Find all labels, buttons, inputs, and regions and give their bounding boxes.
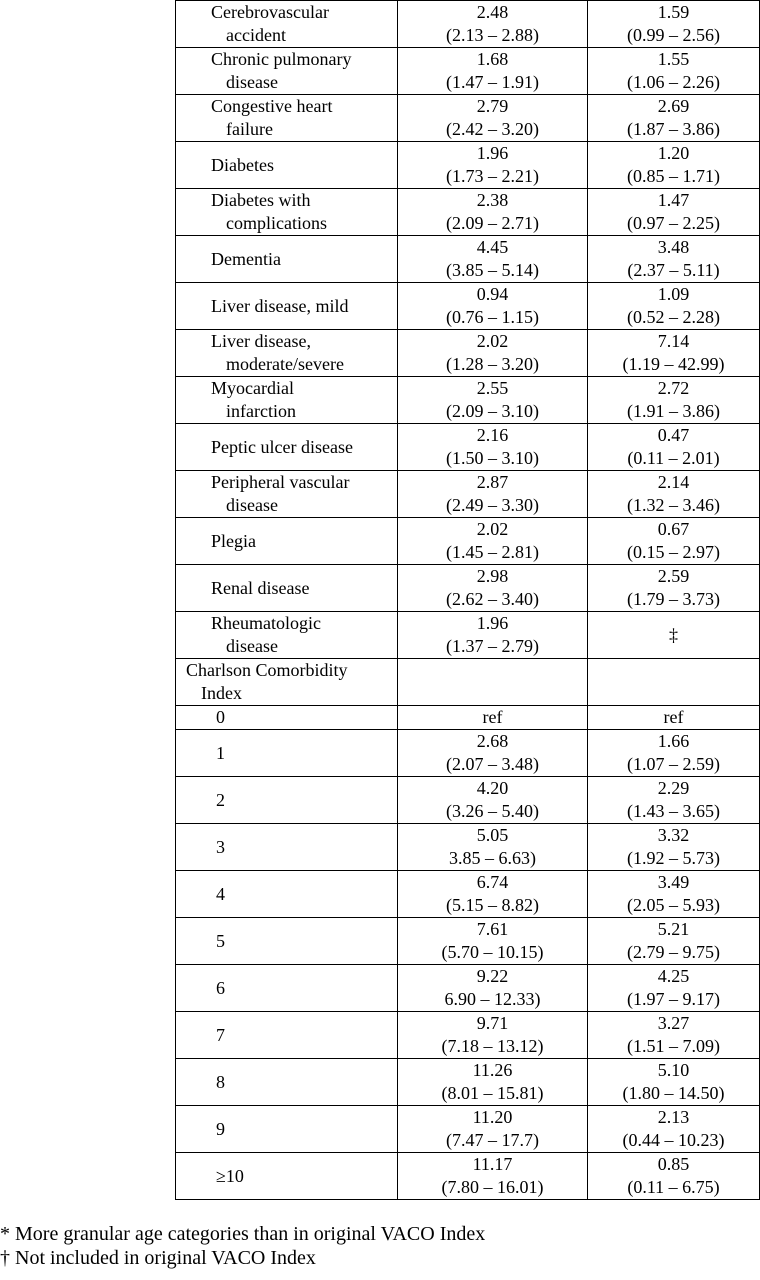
- row-label: [176, 730, 398, 777]
- table-row: [176, 330, 760, 377]
- confidence-interval: (1.43 – 3.65): [627, 801, 720, 821]
- estimate: 11.17: [472, 1154, 513, 1174]
- row-label: [176, 283, 398, 330]
- confidence-interval: (1.97 – 9.17): [627, 989, 720, 1009]
- row-label: [176, 48, 398, 95]
- confidence-interval: (2.13 – 2.88): [446, 25, 539, 45]
- row-label-line: 4: [216, 883, 225, 904]
- value-cell-col2: [588, 471, 760, 518]
- value-cell-col1: [398, 824, 588, 871]
- row-label-line: disease: [226, 495, 278, 515]
- confidence-interval: (0.85 – 1.71): [627, 166, 720, 186]
- estimate: 0.67: [657, 519, 690, 539]
- table-row: [176, 777, 760, 824]
- confidence-interval: (1.47 – 1.91): [446, 72, 539, 92]
- estimate: 0.94: [476, 284, 509, 304]
- estimate: 3.32: [657, 825, 690, 845]
- row-label: [176, 777, 398, 824]
- confidence-interval: (1.07 – 2.59): [627, 754, 720, 774]
- confidence-interval: (0.52 – 2.28): [627, 307, 720, 327]
- value-cell-col2: [588, 189, 760, 236]
- confidence-interval: (1.37 – 2.79): [446, 636, 539, 656]
- confidence-interval: (1.45 – 2.81): [446, 542, 539, 562]
- value-cell-col1: [398, 518, 588, 565]
- table-row: [176, 1012, 760, 1059]
- table-row: [176, 518, 760, 565]
- row-label-line: 2: [216, 789, 225, 810]
- estimate: 0.85: [657, 1154, 690, 1174]
- row-label-line: 0: [216, 707, 225, 727]
- odds-ratio-table: [175, 0, 760, 1200]
- table-row: [176, 1153, 760, 1200]
- row-label-line: 7: [216, 1024, 225, 1045]
- confidence-interval: (7.80 – 16.01): [441, 1177, 544, 1197]
- value-cell-col1: [398, 612, 588, 659]
- confidence-interval: (1.73 – 2.21): [446, 166, 539, 186]
- estimate: 7.14: [657, 331, 690, 351]
- confidence-interval: (2.42 – 3.20): [446, 119, 539, 139]
- row-label: [176, 95, 398, 142]
- estimate: 7.61: [476, 919, 509, 939]
- estimate: 2.68: [476, 731, 509, 751]
- table-row: [176, 1059, 760, 1106]
- estimate: 2.29: [657, 778, 690, 798]
- estimate: ‡: [669, 624, 678, 645]
- row-label: [176, 424, 398, 471]
- value-cell-col1: [398, 236, 588, 283]
- row-label: [176, 1153, 398, 1200]
- confidence-interval: (1.80 – 14.50): [622, 1083, 725, 1103]
- confidence-interval: (5.70 – 10.15): [441, 942, 544, 962]
- confidence-interval: (2.62 – 3.40): [446, 589, 539, 609]
- value-cell-col2: [588, 612, 760, 659]
- row-label-line: 9: [216, 1118, 225, 1139]
- value-cell-col1: [398, 871, 588, 918]
- row-label-line: Dementia: [211, 248, 281, 269]
- estimate: 2.14: [657, 472, 690, 492]
- estimate: 1.96: [476, 143, 509, 163]
- value-cell-col2: [588, 824, 760, 871]
- value-cell-col2: [588, 1106, 760, 1153]
- row-label: [176, 518, 398, 565]
- table-row: [176, 1, 760, 48]
- confidence-interval: (0.15 – 2.97): [627, 542, 720, 562]
- estimate: 4.25: [657, 966, 690, 986]
- value-cell-col1: [398, 965, 588, 1012]
- confidence-interval: (1.87 – 3.86): [627, 119, 720, 139]
- confidence-interval: (1.19 – 42.99): [622, 354, 725, 374]
- estimate: 11.26: [472, 1060, 513, 1080]
- row-label-line: accident: [226, 25, 286, 45]
- table-row: [176, 659, 760, 706]
- confidence-interval: (1.79 – 3.73): [627, 589, 720, 609]
- estimate: 5.10: [657, 1060, 690, 1080]
- row-label: [176, 236, 398, 283]
- estimate: 2.38: [476, 190, 509, 210]
- estimate: 5.05: [476, 825, 509, 845]
- table-row: [176, 95, 760, 142]
- row-label: [176, 706, 398, 730]
- value-cell-col2: [588, 659, 760, 706]
- estimate: 2.59: [657, 566, 690, 586]
- row-label-line: Diabetes: [211, 154, 274, 175]
- confidence-interval: (1.32 – 3.46): [627, 495, 720, 515]
- table-row: [176, 1106, 760, 1153]
- row-label-line: 1: [216, 742, 225, 763]
- value-cell-col1: [398, 189, 588, 236]
- row-label: [176, 659, 398, 706]
- confidence-interval: (0.44 – 10.23): [622, 1130, 725, 1150]
- estimate: 2.02: [476, 331, 509, 351]
- estimate: ref: [482, 707, 503, 727]
- value-cell-col1: [398, 424, 588, 471]
- value-cell-col2: [588, 1012, 760, 1059]
- value-cell-col1: [398, 471, 588, 518]
- row-label: [176, 142, 398, 189]
- confidence-interval: (0.97 – 2.25): [627, 213, 720, 233]
- value-cell-col1: [398, 659, 588, 706]
- row-label-line: Peptic ulcer disease: [211, 436, 353, 457]
- confidence-interval: 3.85 – 6.63): [449, 848, 536, 868]
- estimate: 2.72: [657, 378, 690, 398]
- confidence-interval: (8.01 – 15.81): [441, 1083, 544, 1103]
- row-label-line: Rheumatologic: [211, 613, 321, 633]
- value-cell-col2: [588, 965, 760, 1012]
- row-label-line: infarction: [226, 401, 296, 421]
- footnote-age-categories: * More granular age categories than in original VACO Index: [0, 1223, 486, 1245]
- row-label: [176, 1012, 398, 1059]
- value-cell-col1: [398, 1106, 588, 1153]
- table-row: [176, 706, 760, 730]
- table-body: [176, 1, 760, 1200]
- value-cell-col2: [588, 95, 760, 142]
- value-cell-col1: [398, 565, 588, 612]
- row-label-line: 8: [216, 1071, 225, 1092]
- table-row: [176, 612, 760, 659]
- row-label-line: Charlson Comorbidity: [186, 660, 348, 680]
- estimate: 5.21: [657, 919, 690, 939]
- estimate: 9.71: [476, 1013, 509, 1033]
- row-label-line: moderate/severe: [226, 354, 344, 374]
- row-label-line: Index: [201, 683, 242, 703]
- estimate: 2.48: [476, 2, 509, 22]
- value-cell-col2: [588, 518, 760, 565]
- estimate: 1.20: [657, 143, 690, 163]
- value-cell-col1: [398, 95, 588, 142]
- table-row: [176, 918, 760, 965]
- table-row: [176, 730, 760, 777]
- row-label-line: 6: [216, 977, 225, 998]
- row-label-line: failure: [226, 119, 273, 139]
- row-label: [176, 824, 398, 871]
- value-cell-col1: [398, 706, 588, 730]
- row-label: [176, 471, 398, 518]
- row-label-line: Diabetes with: [211, 190, 311, 210]
- value-cell-col1: [398, 377, 588, 424]
- footnotes: [0, 1222, 485, 1270]
- row-label: [176, 189, 398, 236]
- row-label: [176, 1106, 398, 1153]
- value-cell-col1: [398, 1153, 588, 1200]
- table-row: [176, 565, 760, 612]
- estimate: 6.74: [476, 872, 509, 892]
- row-label-line: Cerebrovascular: [211, 2, 329, 22]
- table-row: [176, 424, 760, 471]
- estimate: 3.48: [657, 237, 690, 257]
- confidence-interval: (3.26 – 5.40): [446, 801, 539, 821]
- row-label: [176, 1059, 398, 1106]
- row-label-line: Myocardial: [211, 378, 294, 398]
- value-cell-col2: [588, 730, 760, 777]
- value-cell-col1: [398, 1059, 588, 1106]
- estimate: 1.55: [657, 49, 690, 69]
- value-cell-col1: [398, 142, 588, 189]
- table-row: [176, 377, 760, 424]
- confidence-interval: (1.92 – 5.73): [627, 848, 720, 868]
- value-cell-col2: [588, 283, 760, 330]
- confidence-interval: (1.51 – 7.09): [627, 1036, 720, 1056]
- estimate: 1.66: [657, 731, 690, 751]
- row-label: [176, 1, 398, 48]
- estimate: 2.55: [476, 378, 509, 398]
- table-row: [176, 471, 760, 518]
- value-cell-col2: [588, 1059, 760, 1106]
- confidence-interval: (2.05 – 5.93): [627, 895, 720, 915]
- confidence-interval: (0.76 – 1.15): [446, 307, 539, 327]
- confidence-interval: (1.50 – 3.10): [446, 448, 539, 468]
- estimate: 2.16: [476, 425, 509, 445]
- value-cell-col2: [588, 1153, 760, 1200]
- value-cell-col2: [588, 1, 760, 48]
- estimate: 2.79: [476, 96, 509, 116]
- confidence-interval: (1.91 – 3.86): [627, 401, 720, 421]
- estimate: 2.69: [657, 96, 690, 116]
- estimate: 1.47: [657, 190, 690, 210]
- row-label: [176, 612, 398, 659]
- table-row: [176, 48, 760, 95]
- row-label: [176, 565, 398, 612]
- value-cell-col2: [588, 236, 760, 283]
- row-label: [176, 871, 398, 918]
- estimate: ref: [663, 707, 684, 727]
- value-cell-col2: [588, 565, 760, 612]
- estimate: 2.13: [657, 1107, 690, 1127]
- row-label: [176, 377, 398, 424]
- row-label-line: disease: [226, 636, 278, 656]
- confidence-interval: (7.47 – 17.7): [446, 1130, 539, 1150]
- value-cell-col1: [398, 330, 588, 377]
- value-cell-col2: [588, 918, 760, 965]
- table-row: [176, 283, 760, 330]
- estimate: 2.87: [476, 472, 509, 492]
- row-label-line: Liver disease, mild: [211, 295, 349, 316]
- value-cell-col1: [398, 1012, 588, 1059]
- confidence-interval: 6.90 – 12.33): [444, 989, 541, 1009]
- confidence-interval: (0.11 – 6.75): [627, 1177, 720, 1197]
- confidence-interval: (1.28 – 3.20): [446, 354, 539, 374]
- estimate: 1.96: [476, 613, 509, 633]
- row-label: [176, 965, 398, 1012]
- table-row: [176, 142, 760, 189]
- value-cell-col1: [398, 1, 588, 48]
- row-label-line: ≥10: [216, 1165, 244, 1186]
- value-cell-col2: [588, 48, 760, 95]
- row-label: [176, 918, 398, 965]
- row-label-line: Congestive heart: [211, 96, 333, 116]
- estimate: 4.20: [476, 778, 509, 798]
- confidence-interval: (2.37 – 5.11): [627, 260, 720, 280]
- confidence-interval: (3.85 – 5.14): [446, 260, 539, 280]
- estimate: 9.22: [476, 966, 509, 986]
- footnote-not-included: † Not included in original VACO Index: [0, 1247, 316, 1269]
- confidence-interval: (2.49 – 3.30): [446, 495, 539, 515]
- estimate: 0.47: [657, 425, 690, 445]
- confidence-interval: (1.06 – 2.26): [627, 72, 720, 92]
- confidence-interval: (0.11 – 2.01): [627, 448, 720, 468]
- value-cell-col2: [588, 330, 760, 377]
- confidence-interval: (2.79 – 9.75): [627, 942, 720, 962]
- table-row: [176, 824, 760, 871]
- value-cell-col1: [398, 48, 588, 95]
- estimate: 1.09: [657, 284, 690, 304]
- confidence-interval: (7.18 – 13.12): [441, 1036, 544, 1056]
- table-row: [176, 189, 760, 236]
- row-label: [176, 330, 398, 377]
- value-cell-col1: [398, 730, 588, 777]
- row-label-line: complications: [226, 213, 327, 233]
- row-label-line: disease: [226, 72, 278, 92]
- confidence-interval: (2.09 – 2.71): [446, 213, 539, 233]
- value-cell-col1: [398, 918, 588, 965]
- value-cell-col2: [588, 424, 760, 471]
- value-cell-col1: [398, 777, 588, 824]
- estimate: 1.68: [476, 49, 509, 69]
- estimate: 2.02: [476, 519, 509, 539]
- table-row: [176, 236, 760, 283]
- estimate: 1.59: [657, 2, 690, 22]
- row-label-line: 5: [216, 930, 225, 951]
- row-label-line: Liver disease,: [211, 331, 311, 351]
- table-row: [176, 871, 760, 918]
- row-label-line: Renal disease: [211, 577, 310, 598]
- row-label-line: Plegia: [211, 530, 256, 551]
- value-cell-col2: [588, 142, 760, 189]
- value-cell-col2: [588, 777, 760, 824]
- estimate: 4.45: [476, 237, 509, 257]
- value-cell-col2: [588, 377, 760, 424]
- table-row: [176, 965, 760, 1012]
- confidence-interval: (2.09 – 3.10): [446, 401, 539, 421]
- value-cell-col1: [398, 283, 588, 330]
- row-label-line: Peripheral vascular: [211, 472, 350, 492]
- row-label-line: 3: [216, 836, 225, 857]
- confidence-interval: (2.07 – 3.48): [446, 754, 539, 774]
- estimate: 3.49: [657, 872, 690, 892]
- row-label-line: Chronic pulmonary: [211, 49, 352, 69]
- estimate: 11.20: [472, 1107, 513, 1127]
- confidence-interval: (0.99 – 2.56): [627, 25, 720, 45]
- estimate: 2.98: [476, 566, 509, 586]
- estimate: 3.27: [657, 1013, 690, 1033]
- confidence-interval: (5.15 – 8.82): [446, 895, 539, 915]
- value-cell-col2: [588, 706, 760, 730]
- value-cell-col2: [588, 871, 760, 918]
